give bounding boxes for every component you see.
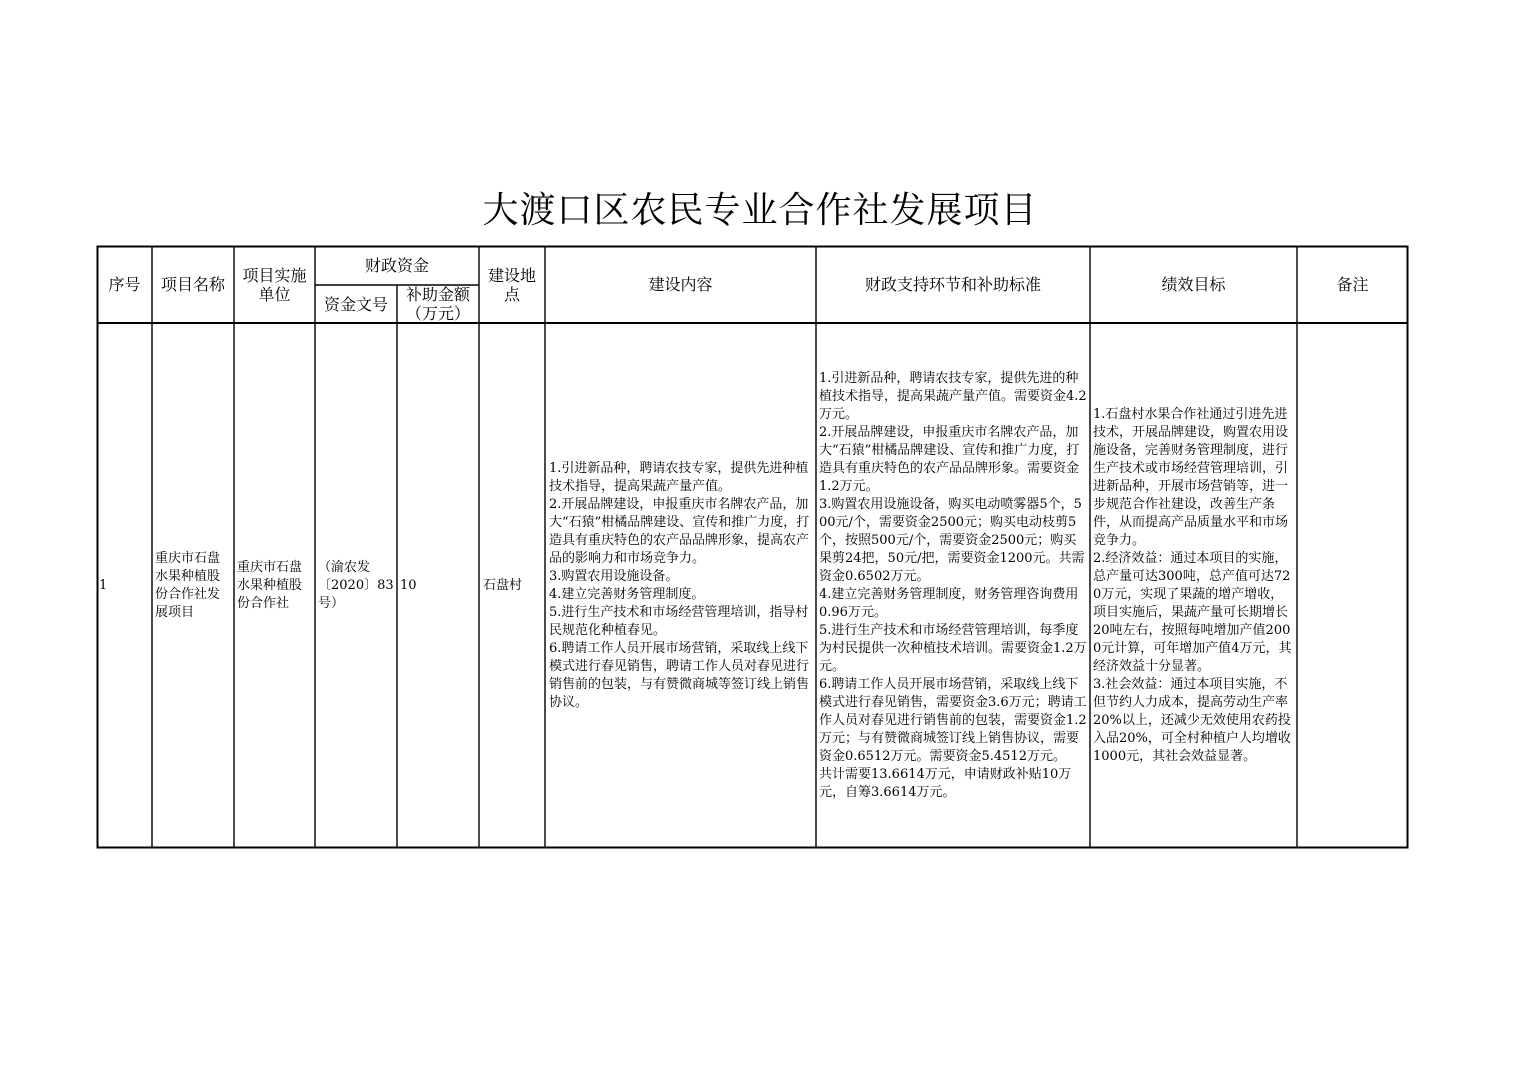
header-support-standard: 财政支持环节和补助标准 <box>864 275 1041 294</box>
header-remarks: 备注 <box>1336 275 1369 294</box>
row-subsidy-amount: 10 <box>400 577 417 593</box>
header-fiscal-funds: 财政资金 <box>364 256 429 275</box>
header-seq: 序号 <box>108 275 141 294</box>
row-performance-goal-cell <box>1093 323 1295 848</box>
row-performance-goal: 1.石盘村水果合作社通过引进先进技术，开展品牌建设，购置农用设施设备，完善财务管理制度，进行生产技术或市场经营管理培训，引进新品种，开展市场营销等，进一步规范合作社建设，改善生产条件，从而提高产品质量水平和市场竞争力。 2.经济效益：通过本项目的实施，总产量可达300吨，总产值可达720万元，实现了果蔬的增产增收，项目实施后，果蔬产量可长期增长20吨左右，按照每吨增加产值2000元计算，可年增加产值4万元，其经济效益十分显著。 3.社会效益：通过本项目实施，不但节约人力成本，提高劳动生产率20%以上，还减少无效使用农药投入品20%，可全村种植户人均增收1000元，其社会效益显著。 <box>1093 406 1292 764</box>
row-support-standard-cell <box>819 323 1088 848</box>
row-subsidy-amount-cell <box>400 323 478 848</box>
row-location: 石盘村 <box>483 577 523 593</box>
header-location: 建设地 点 <box>487 265 536 304</box>
header-content: 建设内容 <box>648 275 713 294</box>
row-fund-doc-no-cell <box>318 323 396 848</box>
table-row <box>99 323 152 848</box>
header-project-name: 项目名称 <box>160 275 225 294</box>
row-location-cell <box>483 323 544 848</box>
row-support-standard: 1.引进新品种，聘请农技专家，提供先进的种植技术指导，提高果蔬产量产值。需要资金4.2万元。 2.开展品牌建设，申报重庆市名牌农产品，加大“石猿”柑橘品牌建设、宣传和推广力度，打造具有重庆特色的农产品品牌形象。需要资金1.2万元。 3.购置农用设施设备，购买电动喷雾器5个，500元/个，需要资金2500元；购买电动枝剪5个，按照500元/个，需要资金2500元；购买果剪24把，50元/把，需要资金1200元。共需资金0.6502万元。 4.建立完善财务管理制度，财务管理咨询费用0.96万元。 5.进行生产技术和市场经营管理培训，每季度为村民提供一次种植技术培训。需要资金1.2万元。 6.聘请工作人员开展市场营销，采取线上线下模式进行春见销售，需要资金3.6万元；聘请工作人员对春见进行销售前的包装，需要资金1.2万元；与有赞微商城签订线上销售协议，需要资金0.6512万元。需要资金5.4512万元。 共计需要13.6614万元，申请财政补贴10万元，自筹3.6614万元。 <box>819 370 1087 800</box>
header-subsidy-amount: 补助金额 （万元） <box>405 285 470 323</box>
row-project-name-cell <box>155 323 233 848</box>
row-implementing-unit-cell <box>237 323 314 848</box>
row-implementing-unit: 重庆市石盘 水果种植股 份合作社 <box>237 559 303 611</box>
row-seq: 1 <box>99 577 108 593</box>
header-fund-doc-no: 资金文号 <box>323 294 388 314</box>
row-fund-doc-no: （渝农发 〔2020〕83 号） <box>318 559 394 611</box>
row-remarks-cell <box>1300 323 1406 848</box>
row-content-cell <box>549 323 814 848</box>
row-content: 1.引进新品种，聘请农技专家，提供先进种植技术指导，提高果蔬产量产值。 2.开展品牌建设，申报重庆市名牌农产品，加大“石猿”柑橘品牌建设、宣传和推广力度，打造具有重庆特色的农产品品牌形象，提高农产品的影响力和市场竞争力。 3.购置农用设施设备。 4.建立完善财务管理制度。 5.进行生产技术和市场经营管理培训，指导村民规范化种植春见。 6.聘请工作人员开展市场营销，采取线上线下模式进行春见销售，聘请工作人员对春见进行销售前的包装，与有赞微商城等签订线上销售协议。 <box>549 460 810 710</box>
header-implementing-unit: 项目实施 单位 <box>242 265 307 304</box>
header-performance-goal: 绩效目标 <box>1161 275 1226 294</box>
page-title: 大渡口区农民专业合作社发展项目 <box>482 190 1038 231</box>
row-project-name: 重庆市石盘 水果种植股 份合作社发 展项目 <box>155 550 221 620</box>
